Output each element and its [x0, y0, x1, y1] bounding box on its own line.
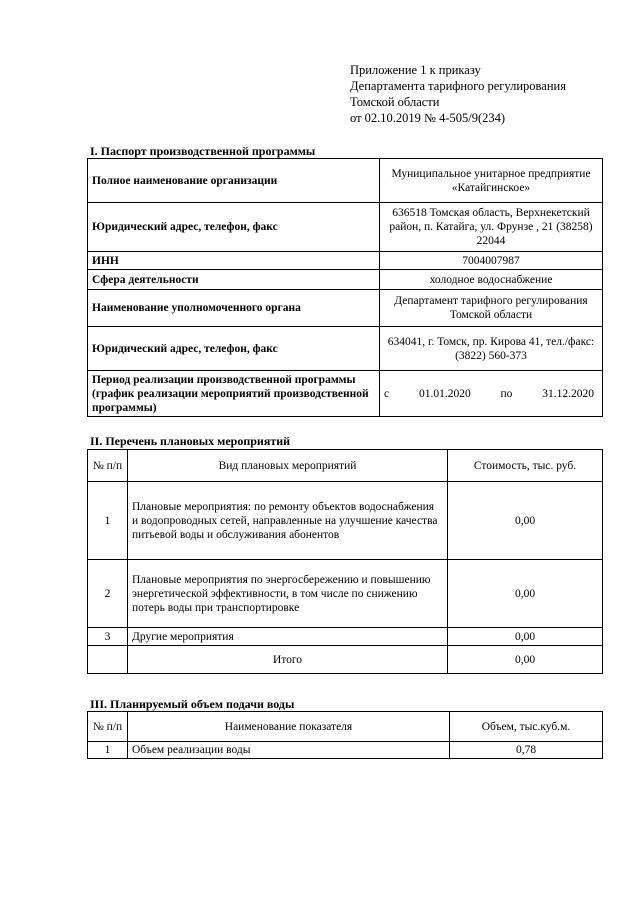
passport-value: 7004007987 — [380, 252, 603, 270]
header-volume: Объем, тыс.куб.м. — [450, 712, 603, 742]
period-from-word: с — [384, 387, 390, 400]
passport-row — [88, 270, 603, 290]
appendix-line-1: Приложение 1 к приказу — [350, 63, 481, 77]
header-num: № п/п — [88, 450, 128, 482]
passport-value: Департамент тарифного регулирования Томской области — [380, 290, 603, 327]
header-name: Наименование показателя — [128, 712, 450, 742]
total-label: Итого — [128, 646, 448, 674]
period-to-date: 31.12.2020 — [542, 387, 594, 400]
header-num: № п/п — [88, 712, 128, 742]
row-cost: 0,00 — [448, 560, 603, 628]
section-2-title: II. Перечень плановых мероприятий — [90, 434, 291, 448]
passport-label: ИНН — [88, 252, 380, 270]
passport-row — [88, 203, 603, 252]
row-num: 3 — [88, 628, 128, 646]
table-row — [88, 628, 603, 646]
activities-table — [87, 449, 603, 674]
passport-row — [88, 327, 603, 371]
passport-value: Муниципальное унитарное предприятие «Катайгинское» — [380, 159, 603, 203]
passport-label: Сфера деятельности — [88, 270, 380, 290]
total-row — [88, 646, 603, 674]
row-name: Другие мероприятия — [128, 628, 448, 646]
section-1-title: I. Паспорт производственной программы — [90, 144, 316, 158]
table-header-row — [88, 712, 603, 742]
table-row — [88, 742, 603, 759]
header-cost: Стоимость, тыс. руб. — [448, 450, 603, 482]
total-cost: 0,00 — [448, 646, 603, 674]
passport-table — [87, 158, 603, 417]
table-row — [88, 560, 603, 628]
row-volume: 0,78 — [450, 742, 603, 759]
appendix-header — [350, 62, 610, 126]
passport-row — [88, 159, 603, 203]
passport-value: 634041, г. Томск, пр. Кирова 41, тел./факс: (3822) 560-373 — [380, 327, 603, 371]
passport-value: холодное водоснабжение — [380, 270, 603, 290]
row-cost: 0,00 — [448, 482, 603, 560]
passport-row — [88, 290, 603, 327]
passport-label: Наименование уполномоченного органа — [88, 290, 380, 327]
row-num: 1 — [88, 742, 128, 759]
section-3-title: III. Планируемый объем подачи воды — [90, 697, 295, 711]
table-row — [88, 482, 603, 560]
period-to-word: по — [500, 387, 513, 400]
row-name: Объем реализации воды — [128, 742, 450, 759]
passport-label: Юридический адрес, телефон, факс — [88, 327, 380, 371]
appendix-line-4: от 02.10.2019 № 4-505/9(234) — [350, 111, 506, 125]
passport-row — [88, 252, 603, 270]
appendix-line-3: Томской области — [350, 95, 440, 109]
appendix-line-2: Департамента тарифного регулирования — [350, 79, 566, 93]
header-name: Вид плановых мероприятий — [128, 450, 448, 482]
row-num: 1 — [88, 482, 128, 560]
total-num — [88, 646, 128, 674]
row-cost: 0,00 — [448, 628, 603, 646]
passport-row — [88, 371, 603, 417]
row-name: Плановые мероприятия: по ремонту объектов водоснабжения и водопроводных сетей, направленные на улучшение качества питьевой воды и обслуживания абонентов — [128, 482, 448, 560]
period-label: Период реализации производственной программы (график реализации мероприятий производственной программы) — [88, 371, 380, 417]
passport-label: Полное наименование организации — [88, 159, 380, 203]
period-from-date: 01.01.2020 — [418, 387, 471, 400]
row-num: 2 — [88, 560, 128, 628]
table-header-row — [88, 450, 603, 482]
volume-table — [87, 711, 603, 759]
passport-value: 636518 Томская область, Верхнекетский район, п. Катайга, ул. Фрунзе , 21 (38258) 22044 — [380, 203, 603, 252]
passport-label: Юридический адрес, телефон, факс — [88, 203, 380, 252]
row-name: Плановые мероприятия по энергосбережению и повышению энергетической эффективности, в том числе по снижению потерь воды при транспортировке — [128, 560, 448, 628]
period-value — [380, 371, 603, 417]
